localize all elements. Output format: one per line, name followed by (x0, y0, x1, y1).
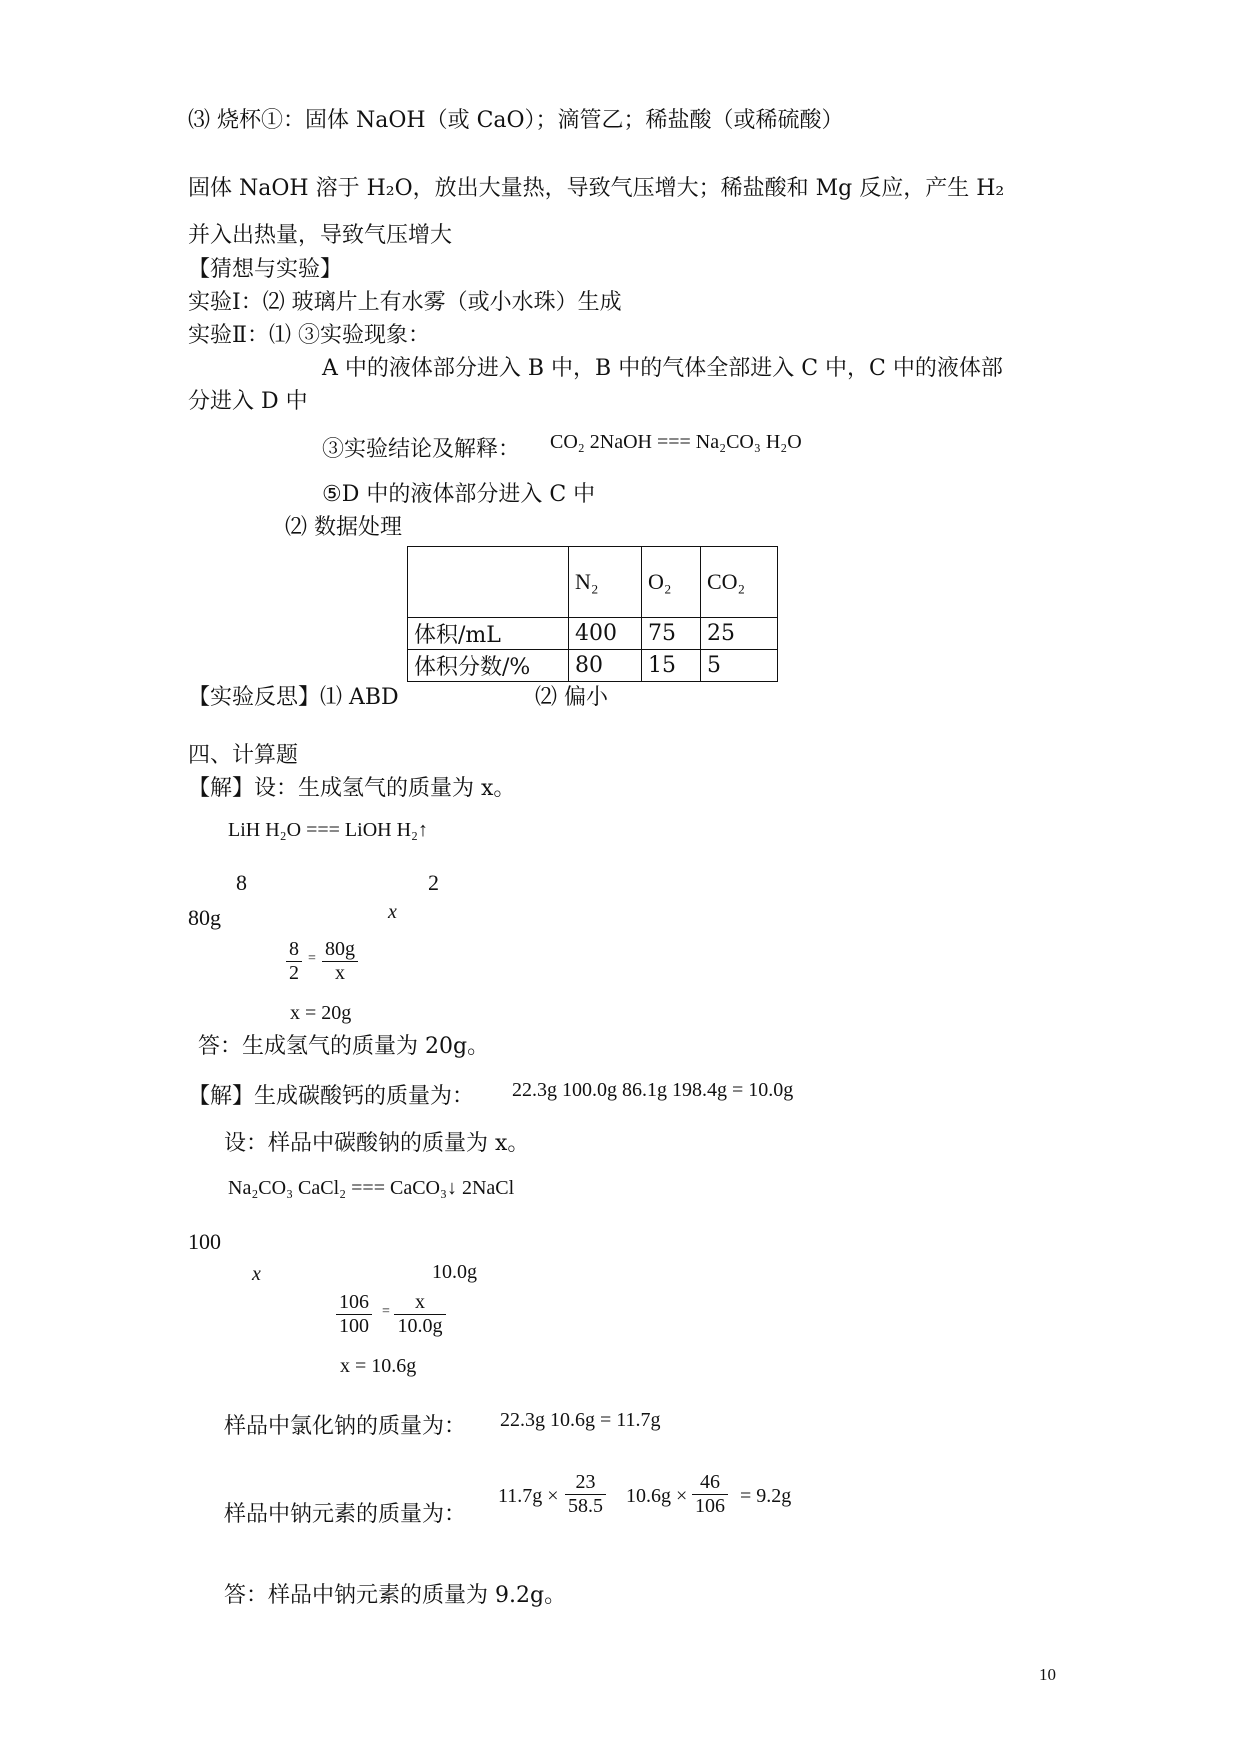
line-set-na2co3: 设：样品中碳酸钠的质量为 x。 (224, 1131, 530, 1156)
line-experiment-1: 实验Ⅰ：⑵ 玻璃片上有水雾（或小水珠）生成 (188, 290, 622, 315)
result-x-10-6g: x = 10.6g (340, 1355, 417, 1377)
data-table (407, 546, 778, 682)
line-experiment-2: 实验Ⅱ：⑴ ③实验现象： (188, 323, 430, 348)
formula-na-part2: 10.6g × (626, 1485, 688, 1507)
table-header-o2: O₂ (642, 547, 701, 618)
page-number: 10 (1039, 1665, 1056, 1684)
table-row (408, 650, 778, 682)
fraction-46-106: $\frac{46}{106}$ (692, 1471, 728, 1518)
mass-80g: 80g (188, 905, 221, 930)
table-header-empty (408, 547, 569, 618)
line-solution-1: 【解】设：生成氢气的质量为 x。 (188, 776, 516, 801)
fraction-8-2: $\frac{8}{2}$ (286, 938, 302, 985)
line-data-processing: ⑵ 数据处理 (285, 515, 402, 540)
formula-na-part1: 11.7g × (498, 1485, 559, 1507)
line-explanation-1: 固体 NaOH 溶于 H₂O，放出大量热，导致气压增大；稀盐酸和 Mg 反应，产生 H₂ (188, 176, 1005, 201)
formula-na-result: = 9.2g (740, 1485, 792, 1507)
table-cell: 体积/mL (408, 618, 569, 650)
table-header-co2: CO₂ (701, 547, 778, 618)
mass-x-2: x (252, 1263, 261, 1285)
line-explanation-2: 并入出热量，导致气压增大 (188, 223, 453, 248)
equals-sign: = (382, 1304, 390, 1319)
line-nacl-mass: 样品中氯化钠的质量为： (224, 1414, 467, 1439)
answer-2: 答：样品中钠元素的质量为 9.2g。 (224, 1583, 567, 1608)
fraction-80g-x: $\frac{80g}{x}$ (322, 938, 358, 985)
formula-nacl-mass: 22.3g 10.6g = 11.7g (500, 1409, 661, 1431)
table-cell: 25 (701, 618, 778, 650)
section-calculation: 四、计算题 (188, 743, 299, 768)
table-row (408, 618, 778, 650)
fraction-x-10g: $\frac{x}{10.0g}$ (394, 1291, 446, 1338)
line-conclusion-label: ③实验结论及解释： (322, 437, 521, 462)
mass-x-1: x (388, 901, 397, 923)
line-reflection: 【实验反思】⑴ ABD (188, 685, 399, 710)
line-reflection-2: ⑵ 偏小 (535, 685, 608, 710)
line-na-mass: 样品中钠元素的质量为： (224, 1502, 467, 1527)
answer-1: 答：生成氢气的质量为 20g。 (198, 1034, 490, 1059)
line-solution-2: 【解】生成碳酸钙的质量为： (188, 1084, 475, 1109)
line-phenomenon-2: 分进入 D 中 (188, 389, 308, 414)
table-cell: 体积分数/% (408, 650, 569, 682)
table-cell: 5 (701, 650, 778, 682)
ratio-100: 100 (188, 1229, 221, 1254)
fraction-106-100: $\frac{106}{100}$ (336, 1291, 372, 1338)
ratio-8: 8 (236, 870, 247, 895)
formula-caco3-mass: 22.3g 100.0g 86.1g 198.4g = 10.0g (512, 1079, 794, 1101)
section-guess-experiment: 【猜想与实验】 (188, 257, 343, 282)
line-beaker-dropper: ⑶ 烧杯①：固体 NaOH（或 CaO）；滴管乙；稀盐酸（或稀硫酸） (188, 108, 844, 133)
mass-10g: 10.0g (432, 1261, 477, 1283)
table-header-n2: N₂ (569, 547, 642, 618)
equation-co2-naoh: CO₂ 2NaOH === Na₂CO₃ H₂O (550, 431, 802, 453)
fraction-23-58-5: $\frac{23}{58.5}$ (565, 1471, 606, 1518)
equation-na2co3-cacl2: Na₂CO₃ CaCl₂ === CaCO₃↓ 2NaCl (228, 1177, 515, 1199)
table-cell: 400 (569, 618, 642, 650)
equals-sign: = (308, 951, 316, 966)
table-cell: 75 (642, 618, 701, 650)
result-x-20g: x = 20g (290, 1002, 352, 1024)
equation-lih: LiH H₂O === LiOH H₂↑ (228, 819, 428, 841)
line-phenomenon-1: A 中的液体部分进入 B 中，B 中的气体全部进入 C 中，C 中的液体部 (322, 356, 1003, 381)
line-d-liquid: ⑤D 中的液体部分进入 C 中 (322, 482, 596, 507)
ratio-2: 2 (428, 870, 439, 895)
table-cell: 15 (642, 650, 701, 682)
table-cell: 80 (569, 650, 642, 682)
